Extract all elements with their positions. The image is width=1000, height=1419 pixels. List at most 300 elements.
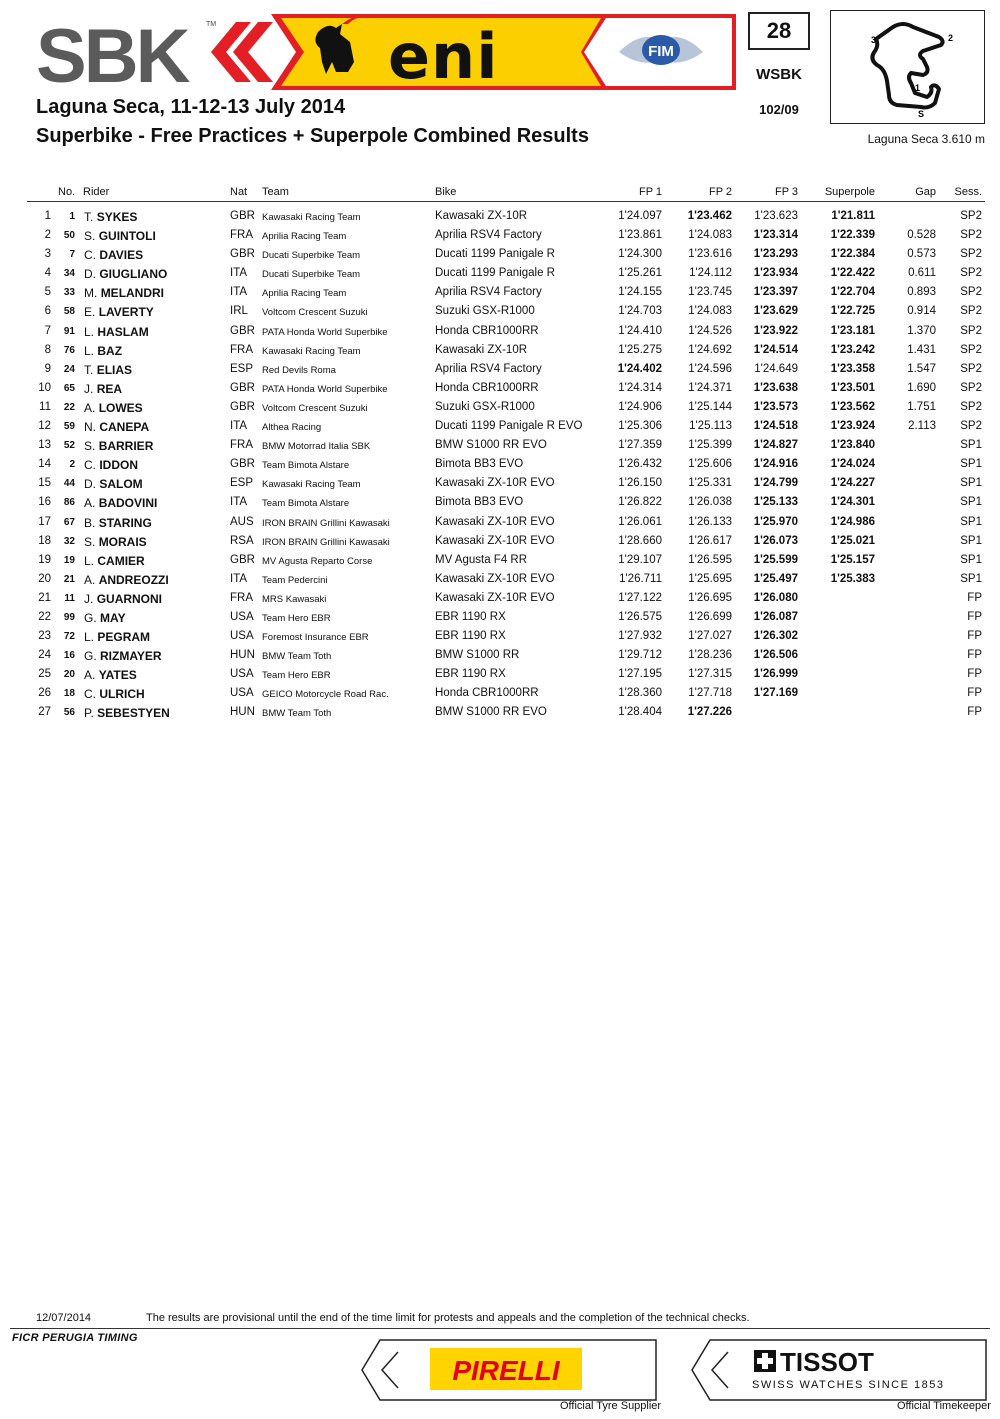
nationality: USA bbox=[230, 668, 254, 681]
fp2-time: 1'25.144 bbox=[688, 400, 732, 413]
team-name: BMW Team Toth bbox=[262, 708, 332, 720]
rider-surname: GIUGLIANO bbox=[99, 267, 168, 282]
fp2-time: 1'23.616 bbox=[688, 248, 732, 261]
fp1-time: 1'25.261 bbox=[618, 267, 662, 280]
rider-name bbox=[84, 267, 167, 281]
nationality: HUN bbox=[230, 649, 255, 662]
fp3-time: 1'25.599 bbox=[753, 553, 798, 566]
tissot-tagline: SWISS WATCHES SINCE 1853 bbox=[752, 1379, 945, 1391]
bike-model: Bimota BB3 EVO bbox=[435, 458, 524, 471]
nationality: ITA bbox=[230, 286, 248, 299]
fp1-time: 1'26.575 bbox=[618, 610, 662, 623]
fp3-time: 1'23.293 bbox=[753, 248, 798, 261]
rider-name bbox=[84, 248, 143, 262]
superpole-time: 1'22.725 bbox=[830, 305, 875, 318]
rider-initial: L. bbox=[84, 630, 95, 645]
col-sess: Sess. bbox=[954, 186, 982, 198]
results-row bbox=[27, 302, 985, 321]
rider-surname: MAY bbox=[100, 610, 126, 625]
gap-time: 1.690 bbox=[907, 381, 936, 394]
nationality: ITA bbox=[230, 496, 248, 509]
rider-number: 32 bbox=[63, 535, 75, 547]
track-marker-2: 2 bbox=[948, 33, 954, 43]
rider-number: 59 bbox=[63, 421, 75, 433]
superpole-time: 1'23.181 bbox=[830, 324, 875, 337]
rider-surname: IDDON bbox=[99, 458, 139, 473]
fp1-time: 1'27.359 bbox=[618, 439, 662, 452]
bike-model: Kawasaki ZX-10R EVO bbox=[435, 477, 555, 490]
fp3-time: 1'23.629 bbox=[753, 305, 798, 318]
bike-model: EBR 1190 RX bbox=[435, 668, 506, 681]
team-name: Ducati Superbike Team bbox=[262, 250, 361, 262]
rider-number: 56 bbox=[63, 707, 75, 719]
bike-model: Bimota BB3 EVO bbox=[435, 496, 524, 509]
session-code: SP1 bbox=[960, 572, 982, 585]
session-code: SP2 bbox=[960, 381, 982, 394]
rider-surname: CAMIER bbox=[97, 553, 145, 568]
team-name: BMW Team Toth bbox=[262, 651, 332, 663]
rider-initial: N. bbox=[84, 420, 96, 435]
fp2-time: 1'28.236 bbox=[688, 649, 732, 662]
rider-name bbox=[84, 630, 150, 644]
position: 19 bbox=[38, 553, 51, 566]
fp1-time: 1'28.360 bbox=[618, 687, 662, 700]
fp2-time: 1'26.038 bbox=[688, 496, 732, 509]
position: 11 bbox=[39, 400, 51, 413]
superpole-time: 1'25.021 bbox=[830, 534, 875, 547]
superpole-time: 1'23.562 bbox=[830, 400, 875, 413]
results-row bbox=[27, 322, 985, 341]
bike-model: MV Agusta F4 RR bbox=[435, 553, 528, 566]
rider-name bbox=[84, 325, 149, 339]
session-code: SP2 bbox=[960, 400, 982, 413]
fp1-time: 1'25.275 bbox=[618, 343, 662, 356]
rider-surname: GUARNONI bbox=[96, 591, 163, 606]
rider-name bbox=[84, 592, 162, 606]
col-fp3: FP 3 bbox=[774, 186, 798, 198]
rider-initial: C. bbox=[84, 458, 96, 473]
fp3-time: 1'23.397 bbox=[753, 286, 798, 299]
fp2-time: 1'26.699 bbox=[688, 610, 732, 623]
svg-text:FIM: FIM bbox=[648, 43, 674, 60]
pirelli-banner bbox=[360, 1338, 660, 1402]
rider-initial: A. bbox=[84, 668, 96, 683]
rider-initial: L. bbox=[84, 324, 95, 339]
session-code: SP2 bbox=[960, 343, 982, 356]
eni-logo: eni bbox=[388, 20, 499, 92]
round-number-box: 28 bbox=[748, 12, 810, 50]
bike-model: Honda CBR1000RR bbox=[435, 687, 539, 700]
results-row bbox=[27, 474, 985, 493]
session-code: SP2 bbox=[960, 305, 982, 318]
superpole-time: 1'21.811 bbox=[831, 210, 875, 222]
rider-initial: A. bbox=[84, 496, 96, 511]
team-name: PATA Honda World Superbike bbox=[262, 383, 388, 395]
rider-surname: MORAIS bbox=[98, 534, 147, 549]
session-code: SP2 bbox=[960, 267, 982, 280]
gap-time: 0.893 bbox=[907, 286, 936, 299]
rider-number: 52 bbox=[63, 440, 75, 452]
fp1-time: 1'24.410 bbox=[618, 324, 662, 337]
fp2-time: 1'26.617 bbox=[688, 534, 732, 547]
rider-number: 21 bbox=[63, 573, 75, 585]
superpole-time: 1'24.301 bbox=[830, 496, 875, 509]
superpole-time: 1'23.501 bbox=[830, 381, 875, 394]
rider-name bbox=[84, 210, 137, 224]
rider-name bbox=[84, 706, 170, 720]
rider-surname: DAVIES bbox=[99, 248, 144, 263]
rider-initial: C. bbox=[84, 687, 96, 702]
rider-surname: YATES bbox=[98, 668, 137, 683]
rider-number: 34 bbox=[63, 268, 75, 280]
nationality: ITA bbox=[230, 572, 248, 585]
rider-name bbox=[84, 439, 153, 453]
results-row bbox=[27, 493, 985, 512]
fp2-time: 1'27.226 bbox=[687, 706, 732, 719]
series-label: WSBK bbox=[756, 66, 802, 83]
tissot-banner bbox=[690, 1338, 988, 1402]
team-name: Red Devils Roma bbox=[262, 364, 336, 376]
results-row bbox=[27, 589, 985, 608]
fp2-time: 1'26.595 bbox=[688, 553, 732, 566]
fp2-time: 1'23.462 bbox=[687, 210, 732, 222]
tyre-supplier-caption: Official Tyre Supplier bbox=[560, 1400, 662, 1412]
session-code: FP bbox=[967, 591, 982, 604]
superpole-time: 1'25.157 bbox=[830, 553, 875, 566]
nationality: FRA bbox=[230, 591, 253, 604]
timing-provider: FICR PERUGIA TIMING bbox=[12, 1332, 138, 1344]
session-code: SP1 bbox=[960, 477, 982, 490]
position: 16 bbox=[38, 496, 51, 509]
results-row bbox=[27, 646, 985, 665]
sbk-eni-fim-banner bbox=[36, 12, 736, 92]
team-name: Aprilia Racing Team bbox=[262, 288, 347, 300]
fp3-time: 1'25.133 bbox=[753, 496, 798, 509]
bike-model: Suzuki GSX-R1000 bbox=[435, 305, 535, 318]
session-code: SP2 bbox=[960, 286, 982, 299]
track-map-icon bbox=[831, 11, 984, 123]
fp2-time: 1'24.596 bbox=[688, 362, 732, 375]
fp3-time: 1'26.999 bbox=[753, 668, 798, 681]
nationality: GBR bbox=[230, 553, 255, 566]
results-row bbox=[27, 341, 985, 360]
fp2-time: 1'26.133 bbox=[688, 515, 732, 528]
rider-initial: L. bbox=[84, 343, 95, 358]
rider-number: 22 bbox=[63, 401, 75, 413]
position: 21 bbox=[38, 591, 51, 604]
fp3-time: 1'24.916 bbox=[753, 458, 798, 471]
fp2-time: 1'24.692 bbox=[688, 343, 732, 356]
nationality: FRA bbox=[230, 439, 253, 452]
rider-name bbox=[84, 305, 154, 319]
session-code: SP1 bbox=[960, 515, 982, 528]
fp2-time: 1'27.718 bbox=[688, 687, 732, 700]
bike-model: EBR 1190 RX bbox=[435, 610, 506, 623]
rider-number: 99 bbox=[63, 611, 75, 623]
results-row bbox=[27, 360, 985, 379]
fp1-time: 1'29.712 bbox=[618, 649, 662, 662]
footer-divider bbox=[10, 1328, 990, 1329]
results-table-body bbox=[27, 207, 985, 723]
team-name: BMW Motorrad Italia SBK bbox=[262, 441, 371, 453]
session-code: FP bbox=[967, 668, 982, 681]
team-name: Team Hero EBR bbox=[262, 670, 331, 682]
results-row bbox=[27, 283, 985, 302]
track-caption: Laguna Seca 3.610 m bbox=[867, 132, 985, 146]
position: 10 bbox=[38, 381, 51, 394]
rider-surname: BARRIER bbox=[98, 439, 154, 454]
rider-number: 76 bbox=[63, 344, 75, 356]
bike-model: BMW S1000 RR EVO bbox=[435, 439, 547, 452]
position: 24 bbox=[38, 649, 51, 662]
fp2-time: 1'27.027 bbox=[688, 630, 732, 643]
pirelli-logo: PIRELLI bbox=[452, 1355, 560, 1386]
position: 22 bbox=[38, 610, 51, 623]
session-code: SP2 bbox=[960, 229, 982, 242]
rider-name bbox=[84, 229, 156, 243]
results-row bbox=[27, 608, 985, 627]
bike-model: Kawasaki ZX-10R EVO bbox=[435, 591, 555, 604]
position: 15 bbox=[38, 477, 51, 490]
col-superpole: Superpole bbox=[824, 186, 875, 198]
results-row bbox=[27, 627, 985, 646]
results-row bbox=[27, 532, 985, 551]
fp3-time: 1'24.514 bbox=[753, 343, 798, 356]
results-row bbox=[27, 398, 985, 417]
rider-initial: E. bbox=[84, 305, 96, 320]
fp2-time: 1'24.112 bbox=[689, 267, 732, 280]
col-rider: Rider bbox=[83, 186, 110, 198]
nationality: ITA bbox=[230, 420, 248, 433]
rider-surname: ELIAS bbox=[96, 362, 133, 377]
superpole-time: 1'22.704 bbox=[830, 286, 875, 299]
session-code: FP bbox=[967, 649, 982, 662]
rider-name bbox=[84, 649, 162, 663]
team-name: Team Bimota Alstare bbox=[262, 460, 350, 472]
position: 12 bbox=[38, 420, 51, 433]
position: 23 bbox=[38, 630, 51, 643]
rider-initial: G. bbox=[84, 610, 97, 625]
rider-initial: S. bbox=[84, 439, 96, 454]
position: 18 bbox=[38, 534, 51, 547]
fp3-time: 1'26.087 bbox=[753, 610, 798, 623]
fp2-time: 1'25.113 bbox=[689, 420, 732, 433]
position: 27 bbox=[38, 706, 51, 719]
fp1-time: 1'24.300 bbox=[618, 248, 662, 261]
fp1-time: 1'25.306 bbox=[618, 420, 662, 433]
fp3-time: 1'26.080 bbox=[753, 591, 798, 604]
bike-model: BMW S1000 RR EVO bbox=[435, 706, 547, 719]
col-fp1: FP 1 bbox=[638, 186, 662, 198]
fp3-time: 1'24.649 bbox=[754, 362, 798, 375]
rider-name bbox=[84, 496, 157, 510]
results-table-header bbox=[27, 186, 985, 202]
track-marker-3: 3 bbox=[871, 35, 877, 45]
rider-initial: T. bbox=[84, 210, 94, 224]
rider-surname: MELANDRI bbox=[100, 286, 165, 301]
fp2-time: 1'25.606 bbox=[688, 458, 732, 471]
bike-model: Kawasaki ZX-10R bbox=[435, 210, 528, 222]
superpole-time: 1'25.383 bbox=[830, 572, 875, 585]
rider-number: 20 bbox=[63, 669, 75, 681]
gap-time: 1.751 bbox=[907, 400, 936, 413]
results-row bbox=[27, 455, 985, 474]
rider-number: 91 bbox=[63, 325, 75, 337]
position: 2 bbox=[44, 229, 51, 242]
sbk-tm: TM bbox=[206, 21, 217, 28]
rider-surname: LOWES bbox=[98, 400, 143, 415]
rider-number: 33 bbox=[63, 287, 75, 299]
team-name: Kawasaki Racing Team bbox=[262, 212, 361, 223]
fp1-time: 1'26.711 bbox=[619, 572, 662, 585]
fp3-time: 1'24.518 bbox=[753, 420, 798, 433]
results-row bbox=[27, 570, 985, 589]
fp3-time: 1'26.302 bbox=[753, 630, 798, 643]
position: 8 bbox=[44, 343, 51, 356]
session-code: SP2 bbox=[960, 420, 982, 433]
nationality: USA bbox=[230, 687, 254, 700]
rider-initial: D. bbox=[84, 477, 96, 492]
position: 26 bbox=[38, 687, 51, 700]
nationality: GBR bbox=[230, 248, 255, 261]
position: 4 bbox=[44, 267, 51, 280]
team-name: Althea Racing bbox=[262, 422, 322, 434]
rider-name bbox=[84, 363, 132, 377]
rider-surname: REA bbox=[96, 381, 123, 396]
fp2-time: 1'24.083 bbox=[688, 229, 732, 242]
fp2-time: 1'25.399 bbox=[688, 439, 732, 452]
bike-model: Aprilia RSV4 Factory bbox=[435, 286, 542, 299]
gap-time: 0.528 bbox=[907, 229, 936, 242]
position: 1 bbox=[44, 210, 51, 222]
gap-time: 1.370 bbox=[907, 324, 936, 337]
col-nat: Nat bbox=[230, 186, 248, 198]
rider-name bbox=[84, 458, 138, 472]
session-code: SP1 bbox=[960, 496, 982, 509]
session-code: SP1 bbox=[960, 458, 982, 471]
nationality: USA bbox=[230, 630, 254, 643]
bike-model: Honda CBR1000RR bbox=[435, 381, 539, 394]
team-name: Voltcom Crescent Suzuki bbox=[262, 307, 368, 319]
results-row bbox=[27, 684, 985, 703]
position: 25 bbox=[38, 668, 51, 681]
superpole-time: 1'23.840 bbox=[830, 439, 875, 452]
rider-initial: J. bbox=[84, 381, 94, 396]
rider-number: 7 bbox=[69, 249, 75, 261]
rider-initial: A. bbox=[84, 400, 96, 415]
rider-name bbox=[84, 382, 122, 396]
rider-initial: A. bbox=[84, 572, 96, 587]
rider-surname: GUINTOLI bbox=[98, 229, 156, 244]
fp1-time: 1'26.822 bbox=[618, 496, 662, 509]
fp2-time: 1'24.371 bbox=[688, 381, 732, 394]
results-row bbox=[27, 551, 985, 570]
team-name: IRON BRAIN Grillini Kawasaki bbox=[262, 536, 390, 548]
session-code: SP2 bbox=[960, 248, 982, 261]
results-row bbox=[27, 703, 985, 722]
bike-model: Aprilia RSV4 Factory bbox=[435, 362, 542, 375]
rider-surname: HASLAM bbox=[97, 324, 149, 339]
rider-surname: LAVERTY bbox=[98, 305, 154, 320]
position: 3 bbox=[44, 248, 51, 261]
rider-name bbox=[84, 477, 143, 491]
rider-number: 2 bbox=[69, 459, 75, 471]
track-marker-1: 1 bbox=[915, 83, 921, 93]
nationality: HUN bbox=[230, 706, 255, 719]
gap-time: 0.573 bbox=[907, 248, 936, 261]
bike-model: Kawasaki ZX-10R EVO bbox=[435, 572, 555, 585]
team-name: GEICO Motorcycle Road Rac. bbox=[262, 689, 389, 701]
col-fp2: FP 2 bbox=[708, 186, 732, 198]
fp2-time: 1'24.526 bbox=[688, 324, 732, 337]
rider-initial: L. bbox=[84, 553, 95, 568]
superpole-time: 1'24.024 bbox=[830, 458, 875, 471]
rider-number: 18 bbox=[63, 688, 75, 700]
fp1-time: 1'24.155 bbox=[618, 286, 662, 299]
nationality: USA bbox=[230, 610, 254, 623]
fp1-time: 1'24.703 bbox=[618, 305, 662, 318]
session-code: SP2 bbox=[960, 324, 982, 337]
rider-number: 24 bbox=[63, 363, 75, 375]
tissot-cross-icon bbox=[754, 1350, 776, 1372]
rider-number: 72 bbox=[63, 631, 75, 643]
session-title: Superbike - Free Practices + Superpole Combined Results bbox=[36, 125, 589, 147]
rider-number: 58 bbox=[63, 306, 75, 318]
rider-initial: T. bbox=[84, 362, 94, 377]
fp3-time: 1'23.623 bbox=[754, 210, 798, 222]
position: 13 bbox=[38, 439, 51, 452]
rider-surname: RIZMAYER bbox=[100, 649, 162, 664]
session-code: FP bbox=[967, 706, 982, 719]
bike-model: Ducati 1199 Panigale R bbox=[435, 248, 555, 261]
rider-name bbox=[84, 401, 143, 415]
fp2-time: 1'27.315 bbox=[688, 668, 732, 681]
nationality: ITA bbox=[230, 267, 248, 280]
nationality: GBR bbox=[230, 324, 255, 337]
bike-model: Aprilia RSV4 Factory bbox=[435, 229, 542, 242]
results-row bbox=[27, 264, 985, 283]
results-row bbox=[27, 436, 985, 455]
fp1-time: 1'27.122 bbox=[618, 591, 662, 604]
nationality: GBR bbox=[230, 458, 255, 471]
fp2-time: 1'25.331 bbox=[688, 477, 732, 490]
fp1-time: 1'23.861 bbox=[618, 229, 662, 242]
nationality: GBR bbox=[230, 400, 255, 413]
rider-number: 1 bbox=[69, 211, 75, 222]
fp1-time: 1'28.660 bbox=[618, 534, 662, 547]
rider-number: 86 bbox=[63, 497, 75, 509]
results-row bbox=[27, 207, 985, 226]
fp2-time: 1'24.083 bbox=[688, 305, 732, 318]
nationality: FRA bbox=[230, 343, 253, 356]
fp1-time: 1'24.314 bbox=[618, 381, 662, 394]
fp1-time: 1'24.097 bbox=[618, 210, 662, 222]
rider-initial: G. bbox=[84, 649, 97, 664]
fp3-time: 1'23.922 bbox=[753, 324, 798, 337]
rider-name bbox=[84, 573, 169, 587]
gap-time: 1.431 bbox=[907, 343, 936, 356]
session-code: SP2 bbox=[960, 362, 982, 375]
rider-name bbox=[84, 516, 152, 530]
fp3-time: 1'26.506 bbox=[753, 649, 798, 662]
document-code: 102/09 bbox=[759, 102, 799, 117]
col-no: No. bbox=[58, 186, 76, 198]
fp1-time: 1'24.906 bbox=[618, 400, 662, 413]
bike-model: EBR 1190 RX bbox=[435, 630, 506, 643]
session-code: SP2 bbox=[960, 210, 982, 222]
rider-number: 50 bbox=[63, 230, 75, 242]
rider-surname: ANDREOZZI bbox=[98, 572, 169, 587]
